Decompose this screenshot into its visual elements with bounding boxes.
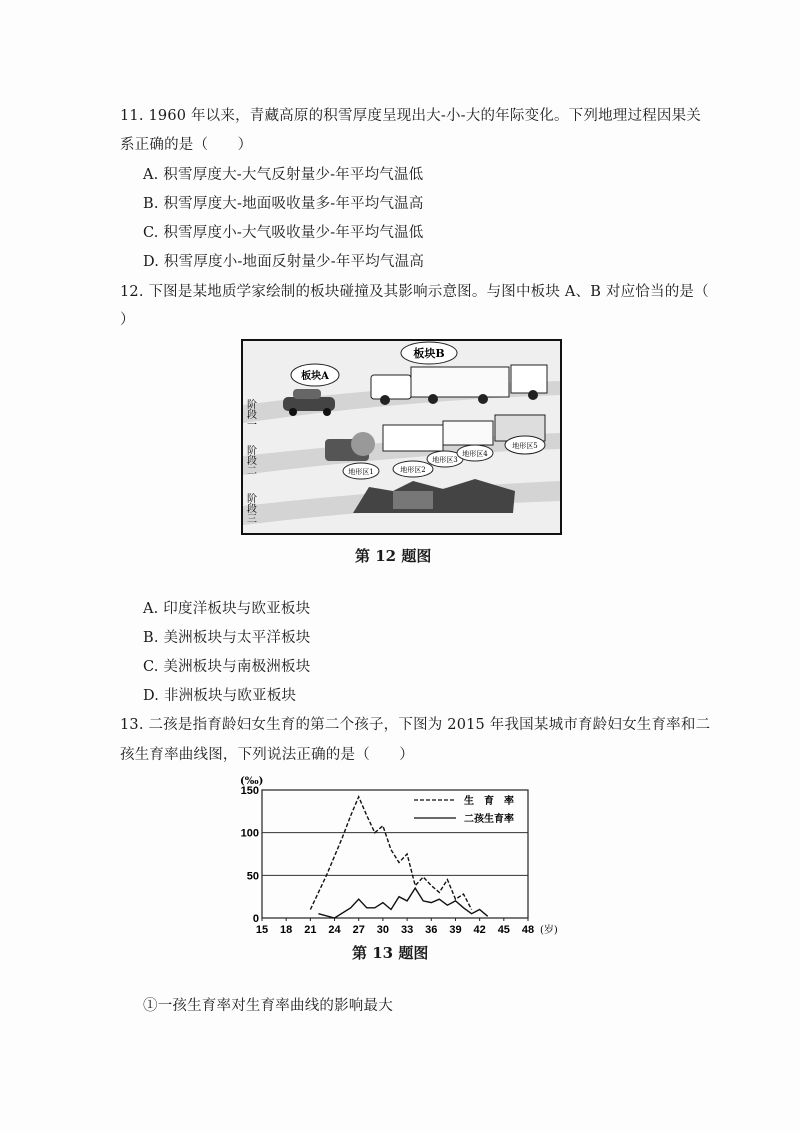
x-axis-label: (岁) — [540, 925, 558, 936]
y-tick-150: 150 — [240, 785, 259, 797]
landform-4-label: 地形区4 — [462, 450, 488, 458]
y-axis-label: (‰) — [240, 776, 264, 787]
q12-option-b: B. 美洲板块与太平洋板块 — [143, 630, 311, 646]
stage-2-label: 阶段二 — [244, 445, 256, 475]
series-line-1 — [310, 797, 471, 910]
q13-stem-line2: 孩生育率曲线图，下列说法正确的是（ ） — [120, 747, 414, 763]
stage-3-label: 阶段三 — [244, 493, 256, 523]
x-tick-45: 45 — [497, 924, 510, 936]
q11-option-b: B. 积雪厚度大-地面吸收量多-年平均气温高 — [143, 196, 424, 212]
series-line-2 — [318, 888, 487, 918]
q12-figure-caption: 第 12 题图 — [355, 547, 432, 565]
chart-series — [310, 797, 487, 918]
q11-stem-line1: 11. 1960 年以来，青藏高原的积雪厚度呈现出大-小-大的年际变化。下列地理过程因果关 — [120, 108, 701, 124]
stage-1-label: 阶段一 — [244, 399, 256, 429]
legend-label-2: 二孩生育率 — [464, 814, 514, 825]
landform-3-label: 地形区3 — [432, 456, 458, 464]
x-tick-18: 18 — [280, 924, 293, 936]
x-tick-33: 33 — [400, 924, 414, 936]
stage3-wreck-icon — [353, 479, 515, 513]
x-tick-24: 24 — [328, 924, 341, 936]
x-tick-48: 48 — [521, 924, 535, 936]
q11-stem-line2: 系正确的是（ ） — [120, 137, 253, 153]
y-tick-0: 0 — [252, 913, 259, 925]
q12-stem-line2: ） — [120, 312, 135, 328]
x-tick-21: 21 — [304, 924, 317, 936]
x-tick-42: 42 — [473, 924, 486, 936]
q11-option-a: A. 积雪厚度大-大气反射量少-年平均气温低 — [143, 167, 424, 183]
plate-b-label: 板块B — [413, 347, 445, 360]
chart-tick-labels — [241, 785, 534, 936]
y-tick-50: 50 — [246, 870, 259, 883]
landform-2-label: 地形区2 — [400, 466, 426, 474]
x-tick-39: 39 — [449, 924, 462, 936]
plate-collision-figure — [241, 339, 562, 535]
x-tick-15: 15 — [255, 924, 269, 936]
q11-option-c: C. 积雪厚度小-大气吸收量少-年平均气温低 — [143, 225, 424, 241]
x-tick-36: 36 — [425, 924, 438, 936]
landform-1-label: 地形区1 — [348, 468, 374, 476]
chart-legend — [414, 794, 514, 825]
q12-option-a: A. 印度洋板块与欧亚板块 — [143, 601, 311, 617]
q12-option-c: C. 美洲板块与南极洲板块 — [143, 659, 311, 675]
q13-figure-caption: 第 13 题图 — [352, 944, 429, 962]
y-tick-100: 100 — [240, 827, 259, 840]
q11-option-d: D. 积雪厚度小-地面反射量少-年平均气温高 — [143, 254, 425, 270]
plot-frame — [262, 790, 528, 918]
q13-stem-line1: 13. 二孩是指育龄妇女生育的第二个孩子，下图为 2015 年我国某城市育龄妇女生育率和二 — [120, 717, 711, 733]
x-tick-30: 30 — [376, 924, 390, 936]
landform-5-label: 地形区5 — [512, 442, 538, 450]
x-tick-27: 27 — [352, 924, 365, 936]
legend-label-1: 生 育 率 — [464, 796, 514, 807]
q12-option-d: D. 非洲板块与欧亚板块 — [143, 688, 297, 704]
q13-statement-1: ①一孩生育率对生育率曲线的影响最大 — [143, 998, 393, 1014]
q12-stem-line1: 12. 下图是某地质学家绘制的板块碰撞及其影响示意图。与图中板块 A、B 对应恰当的是（ — [120, 284, 709, 300]
plate-a-label: 板块A — [301, 371, 329, 382]
fertility-rate-chart — [228, 770, 568, 942]
